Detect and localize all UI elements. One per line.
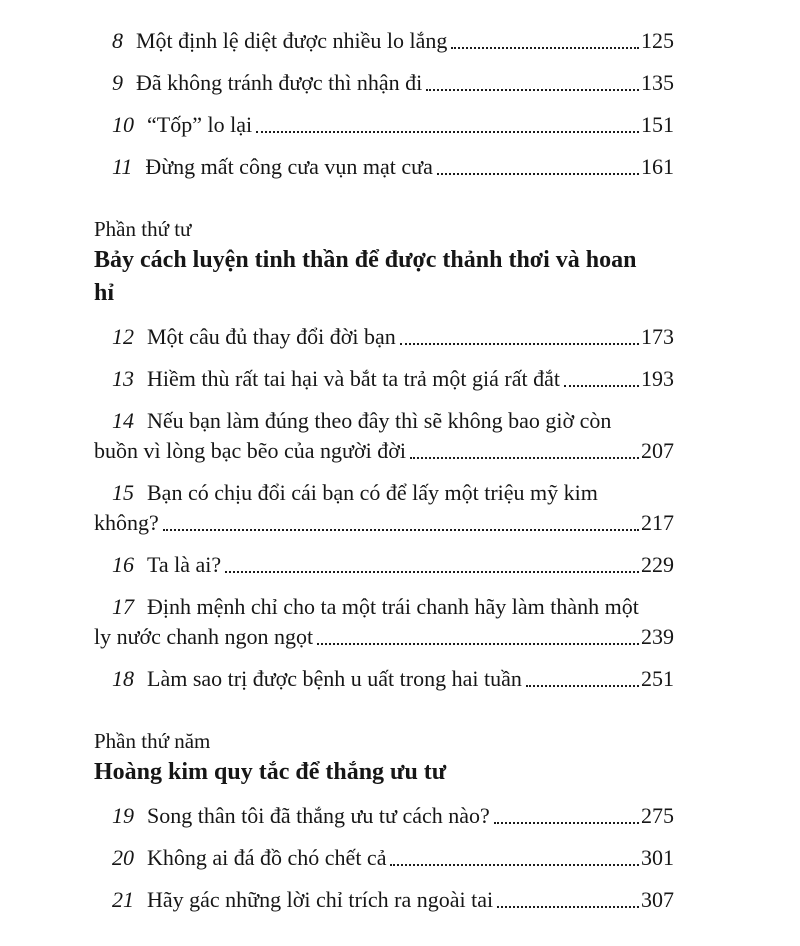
dot-leader <box>390 843 639 866</box>
chapter-title: Một câu đủ thay đổi đời bạn <box>147 324 396 349</box>
toc-entry <box>94 843 674 873</box>
chapter-number: 11 <box>112 154 133 179</box>
page-number: 125 <box>641 28 674 53</box>
chapter-title: Đã không tránh được thì nhận đi <box>136 70 423 95</box>
part-title-line: hỉ <box>94 280 115 306</box>
chapter-title: Bạn có chịu đổi cái bạn có để lấy một triệu mỹ kim <box>147 480 598 505</box>
toc-entry <box>94 322 674 352</box>
chapter-number: 8 <box>112 28 123 53</box>
page-number: 251 <box>641 666 674 691</box>
toc-entry <box>94 68 674 98</box>
part-label: Phần thứ tư <box>94 217 192 241</box>
dot-leader <box>410 436 639 459</box>
dot-leader <box>451 26 639 49</box>
toc-entry <box>94 478 674 538</box>
chapter-number: 18 <box>112 666 134 691</box>
page-number: 239 <box>641 624 674 649</box>
toc-entry <box>94 550 674 580</box>
chapter-number: 12 <box>112 324 134 349</box>
chapter-title-continued: ly nước chanh ngon ngọt <box>94 624 314 649</box>
chapter-title: Hãy gác những lời chỉ trích ra ngoài tai <box>147 887 494 912</box>
part-heading <box>94 726 674 789</box>
chapter-number: 10 <box>112 112 134 137</box>
page-number: 301 <box>641 845 674 870</box>
chapter-number: 13 <box>112 366 134 391</box>
dot-leader <box>400 322 639 345</box>
chapter-title: Làm sao trị được bệnh u uất trong hai tuần <box>147 666 522 691</box>
chapter-number: 15 <box>112 480 134 505</box>
chapter-number: 17 <box>112 594 134 619</box>
chapter-number: 21 <box>112 887 134 912</box>
part-title-line: Bảy cách luyện tinh thần để được thảnh thơi và hoan <box>94 247 637 273</box>
page-number: 307 <box>641 887 674 912</box>
toc-entry <box>94 406 674 466</box>
page-number: 229 <box>641 552 674 577</box>
page-number: 207 <box>641 438 674 463</box>
toc-entry <box>94 26 674 56</box>
dot-leader <box>437 152 639 175</box>
chapter-title: Đừng mất công cưa vụn mạt cưa <box>145 154 433 179</box>
chapter-title: Không ai đá đồ chó chết cả <box>147 845 387 870</box>
page-number: 173 <box>641 324 674 349</box>
part-title-line: Hoàng kim quy tắc để thắng ưu tư <box>94 759 447 785</box>
page-number: 193 <box>641 366 674 391</box>
chapter-number: 14 <box>112 408 134 433</box>
toc-entry <box>94 364 674 394</box>
chapter-number: 16 <box>112 552 134 577</box>
chapter-number: 20 <box>112 845 134 870</box>
page-number: 161 <box>641 154 674 179</box>
chapter-title: Ta là ai? <box>147 552 222 577</box>
dot-leader <box>494 801 639 824</box>
page-number: 135 <box>641 70 674 95</box>
chapter-title: Một định lệ diệt được nhiều lo lắng <box>136 28 448 53</box>
dot-leader <box>426 68 639 91</box>
toc-entry <box>94 664 674 694</box>
toc-entry <box>94 592 674 652</box>
chapter-title: Nếu bạn làm đúng theo đây thì sẽ không bao giờ còn <box>147 408 612 433</box>
chapter-title: Hiềm thù rất tai hại và bắt ta trả một giá rất đắt <box>147 366 560 391</box>
dot-leader <box>526 664 639 687</box>
dot-leader <box>497 885 639 908</box>
chapter-number: 19 <box>112 803 134 828</box>
page-number: 151 <box>641 112 674 137</box>
part-label: Phần thứ năm <box>94 729 211 753</box>
part-heading <box>94 214 674 310</box>
toc-entry <box>94 801 674 831</box>
chapter-title-continued: buồn vì lòng bạc bẽo của người đời <box>94 438 406 463</box>
chapter-title: “Tốp” lo lại <box>147 112 253 137</box>
dot-leader <box>225 550 639 573</box>
dot-leader <box>564 364 639 387</box>
chapter-title-continued: không? <box>94 510 159 535</box>
toc-entry <box>94 885 674 915</box>
dot-leader <box>256 110 639 133</box>
chapter-title: Song thân tôi đã thắng ưu tư cách nào? <box>147 803 490 828</box>
page-number: 217 <box>641 510 674 535</box>
page-number: 275 <box>641 803 674 828</box>
dot-leader <box>163 508 639 531</box>
dot-leader <box>317 622 639 645</box>
chapter-number: 9 <box>112 70 123 95</box>
toc-entry <box>94 152 674 182</box>
toc-entry <box>94 110 674 140</box>
chapter-title: Định mệnh chỉ cho ta một trái chanh hãy làm thành một <box>147 594 639 619</box>
